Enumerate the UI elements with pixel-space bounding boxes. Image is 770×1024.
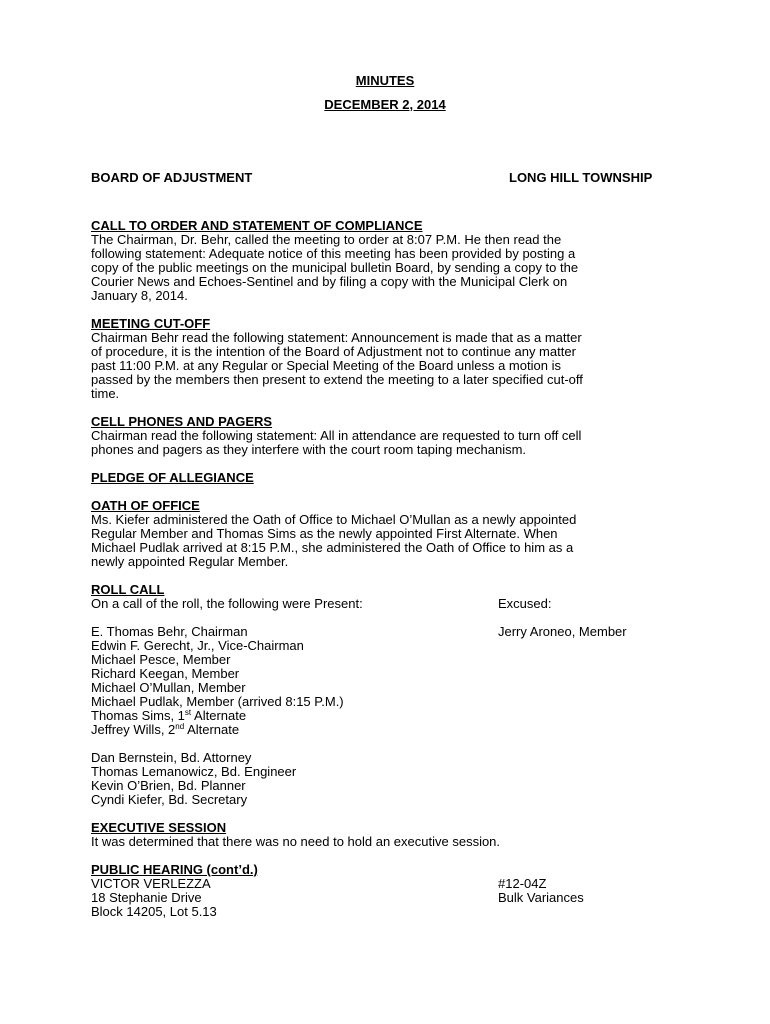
- public-hearing-case: [498, 877, 698, 905]
- list-item: [91, 709, 491, 723]
- paragraph-line: Courier News and Echoes-Sentinel and by filing a copy with the Municipal Clerk on: [91, 274, 568, 289]
- doc-title: MINUTES: [355, 73, 415, 88]
- roll-call-present: [91, 583, 491, 611]
- paragraph-line: time.: [91, 386, 120, 401]
- list-item: [91, 723, 491, 737]
- paragraph-line: newly appointed Regular Member.: [91, 554, 289, 569]
- paragraph-line: phones and pagers as they interfere with the court room taping mechanism.: [91, 442, 527, 457]
- paragraph-line: Michael Pudlak arrived at 8:15 P.M., she administered the Oath of Office to him as a: [91, 540, 574, 555]
- section-heading: EXECUTIVE SESSION: [91, 820, 227, 835]
- section-cell-phones: [91, 415, 681, 457]
- present-members-list: [91, 625, 491, 737]
- paragraph-line: Chairman read the following statement: All in attendance are requested to turn off cell: [91, 428, 582, 443]
- ordinal-suffix: st: [184, 708, 192, 717]
- paragraph-line: Ms. Kiefer administered the Oath of Office to Michael O’Mullan as a newly appointed: [91, 512, 577, 527]
- section-heading: MEETING CUT-OFF: [91, 316, 211, 331]
- section-pledge: [91, 471, 681, 485]
- section-oath: [91, 499, 681, 569]
- section-heading: OATH OF OFFICE: [91, 498, 200, 513]
- section-heading: PUBLIC HEARING (cont’d.): [91, 862, 258, 877]
- public-hearing-applicant: [91, 863, 491, 919]
- alternate-name: Thomas Sims, 1: [91, 708, 185, 723]
- paragraph-line: copy of the public meetings on the municipal bulletin Board, by sending a copy to the: [91, 260, 579, 275]
- section-heading: CELL PHONES AND PAGERS: [91, 414, 273, 429]
- list-item: Michael Pesce, Member: [91, 652, 231, 667]
- list-item: Kevin O’Brien, Bd. Planner: [91, 778, 246, 793]
- paragraph-line: Chairman Behr read the following statement: Announcement is made that as a matter: [91, 330, 582, 345]
- list-item: Edwin F. Gerecht, Jr., Vice-Chairman: [91, 638, 304, 653]
- paragraph-line: Regular Member and Thomas Sims as the newly appointed First Alternate. When: [91, 526, 558, 541]
- alternate-title: Alternate: [184, 722, 240, 737]
- alternate-name: Jeffrey Wills, 2: [91, 722, 176, 737]
- section-heading: PLEDGE OF ALLEGIANCE: [91, 470, 254, 485]
- list-item: Jerry Aroneo, Member: [498, 624, 627, 639]
- applicant-name: VICTOR VERLEZZA: [91, 876, 211, 891]
- section-heading: ROLL CALL: [91, 582, 165, 597]
- list-item: Richard Keegan, Member: [91, 666, 240, 681]
- paragraph-line: past 11:00 P.M. at any Regular or Special Meeting of the Board unless a motion is: [91, 358, 561, 373]
- roll-call-intro: On a call of the roll, the following were Present:: [91, 596, 363, 611]
- paragraph-line: January 8, 2014.: [91, 288, 188, 303]
- section-heading: CALL TO ORDER AND STATEMENT OF COMPLIANCE: [91, 218, 423, 233]
- list-item: Michael O’Mullan, Member: [91, 680, 246, 695]
- alternate-title: Alternate: [191, 708, 247, 723]
- excused-label: Excused:: [498, 596, 552, 611]
- applicant-block-lot: Block 14205, Lot 5.13: [91, 904, 217, 919]
- section-meeting-cutoff: [91, 317, 681, 401]
- ordinal-suffix: nd: [175, 722, 185, 731]
- applicant-address: 18 Stephanie Drive: [91, 890, 202, 905]
- doc-date: DECEMBER 2, 2014: [324, 97, 446, 112]
- township-name: LONG HILL TOWNSHIP: [509, 170, 653, 185]
- staff-list: [91, 751, 491, 807]
- case-number: #12-04Z: [498, 876, 547, 891]
- list-item: Dan Bernstein, Bd. Attorney: [91, 750, 252, 765]
- list-item: Cyndi Kiefer, Bd. Secretary: [91, 792, 248, 807]
- excused-members-list: [498, 625, 698, 639]
- case-type: Bulk Variances: [498, 890, 584, 905]
- section-executive-session: [91, 821, 681, 849]
- list-item: E. Thomas Behr, Chairman: [91, 624, 248, 639]
- paragraph-line: passed by the members then present to extend the meeting to a later specified cut-off: [91, 372, 583, 387]
- list-item: Michael Pudlak, Member (arrived 8:15 P.M.): [91, 694, 344, 709]
- section-call-to-order: [91, 219, 681, 303]
- paragraph-line: The Chairman, Dr. Behr, called the meeting to order at 8:07 P.M. He then read the: [91, 232, 562, 247]
- paragraph-line: It was determined that there was no need to hold an executive session.: [91, 834, 501, 849]
- paragraph-line: following statement: Adequate notice of this meeting has been provided by posting a: [91, 246, 576, 261]
- list-item: Thomas Lemanowicz, Bd. Engineer: [91, 764, 297, 779]
- paragraph-line: of procedure, it is the intention of the Board of Adjustment not to continue any matter: [91, 344, 576, 359]
- board-name: BOARD OF ADJUSTMENT: [91, 170, 253, 185]
